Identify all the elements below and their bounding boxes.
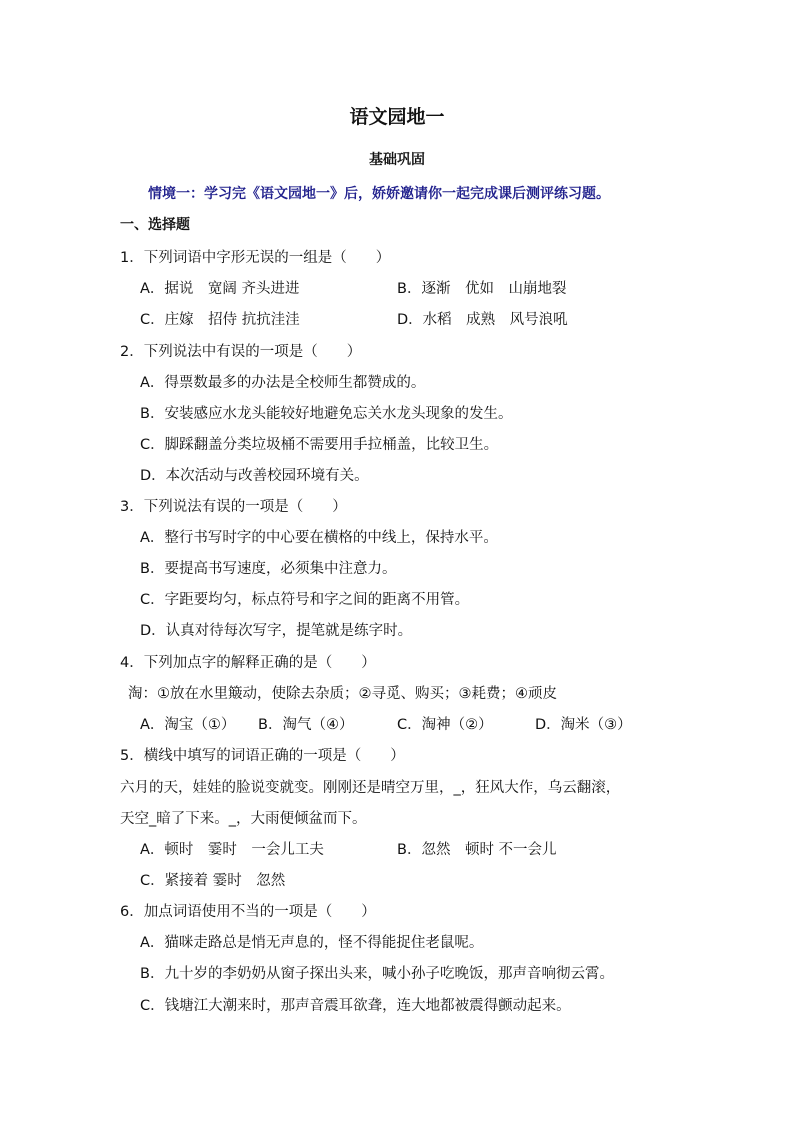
question-6-option-c: C．钱塘江大潮来时，那声音震耳欲聋，连大地都被震得颤动起来。 bbox=[140, 998, 571, 1014]
question-3-option-b: B．要提高书写速度，必须集中注意力。 bbox=[140, 561, 397, 577]
question-4-option-c: C．淘神（②） bbox=[397, 717, 493, 733]
question-2-option-b: B．安装感应水龙头能较好地避免忘关水龙头现象的发生。 bbox=[140, 406, 513, 422]
section-subtitle: 基础巩固 bbox=[369, 152, 425, 168]
question-1-stem: 1．下列词语中字形无误的一组是（ ） bbox=[120, 250, 391, 266]
question-6-option-b: B．九十岁的李奶奶从窗子探出头来，喊小孙子吃晚饭，那声音响彻云霄。 bbox=[140, 966, 614, 982]
question-5-option-a: A．顿时 霎时 一会儿工夫 bbox=[140, 842, 324, 858]
section-heading: 一、选择题 bbox=[120, 217, 190, 233]
question-5-stem: 5．横线中填写的词语正确的一项是（ ） bbox=[120, 748, 405, 764]
scenario-text: 情境一：学习完《语文园地一》后，娇娇邀请你一起完成课后测评练习题。 bbox=[148, 186, 610, 202]
question-2-option-a: A．得票数最多的办法是全校师生都赞成的。 bbox=[140, 375, 426, 391]
question-3-option-a: A．整行书写时字的中心要在横格的中线上，保持水平。 bbox=[140, 530, 498, 546]
question-3-option-d: D．认真对待每次写字，提笔就是练字时。 bbox=[140, 623, 413, 639]
question-1-option-b: B．逐渐 优如 山崩地裂 bbox=[397, 281, 567, 297]
question-3-stem: 3．下列说法有误的一项是（ ） bbox=[120, 499, 347, 515]
question-4-stem: 4．下列加点字的解释正确的是（ ） bbox=[120, 655, 376, 671]
question-4-option-b: B．淘气（④） bbox=[258, 717, 354, 733]
question-1-option-c: C．庄嫁 招侍 抗抗洼洼 bbox=[140, 312, 300, 328]
question-5-passage-line-2: 天空_暗了下来。_，大雨便倾盆而下。 bbox=[120, 811, 367, 827]
question-3-option-c: C．字距要均匀，标点符号和字之间的距离不用管。 bbox=[140, 592, 470, 608]
question-4-option-d: D．淘米（③） bbox=[535, 717, 632, 733]
question-5-option-b: B．忽然 顿时 不一会儿 bbox=[397, 842, 557, 858]
question-2-option-d: D．本次活动与改善校园环境有关。 bbox=[140, 468, 369, 484]
question-2-stem: 2．下列说法中有误的一项是（ ） bbox=[120, 344, 362, 360]
question-2-option-c: C．脚踩翻盖分类垃圾桶不需要用手拉桶盖，比较卫生。 bbox=[140, 437, 499, 453]
question-5-passage-line-1: 六月的天，娃娃的脸说变就变。刚刚还是晴空万里，_，狂风大作，乌云翻滚， bbox=[120, 780, 621, 796]
page-title: 语文园地一 bbox=[349, 106, 445, 128]
question-6-stem: 6．加点词语使用不当的一项是（ ） bbox=[120, 904, 376, 920]
question-1-option-a: A．据说 宽阔 齐头进进 bbox=[140, 281, 300, 297]
question-6-option-a: A．猫咪走路总是悄无声息的，怪不得能捉住老鼠呢。 bbox=[140, 935, 484, 951]
question-4-option-a: A．淘宝（①） bbox=[140, 717, 236, 733]
question-5-option-c: C．紧接着 霎时 忽然 bbox=[140, 873, 286, 889]
question-1-option-d: D．水稻 成熟 风号浪吼 bbox=[397, 312, 568, 328]
question-4-meanings: 淘：①放在水里簸动，使除去杂质；②寻觅、购买；③耗费；④顽皮 bbox=[128, 686, 557, 702]
